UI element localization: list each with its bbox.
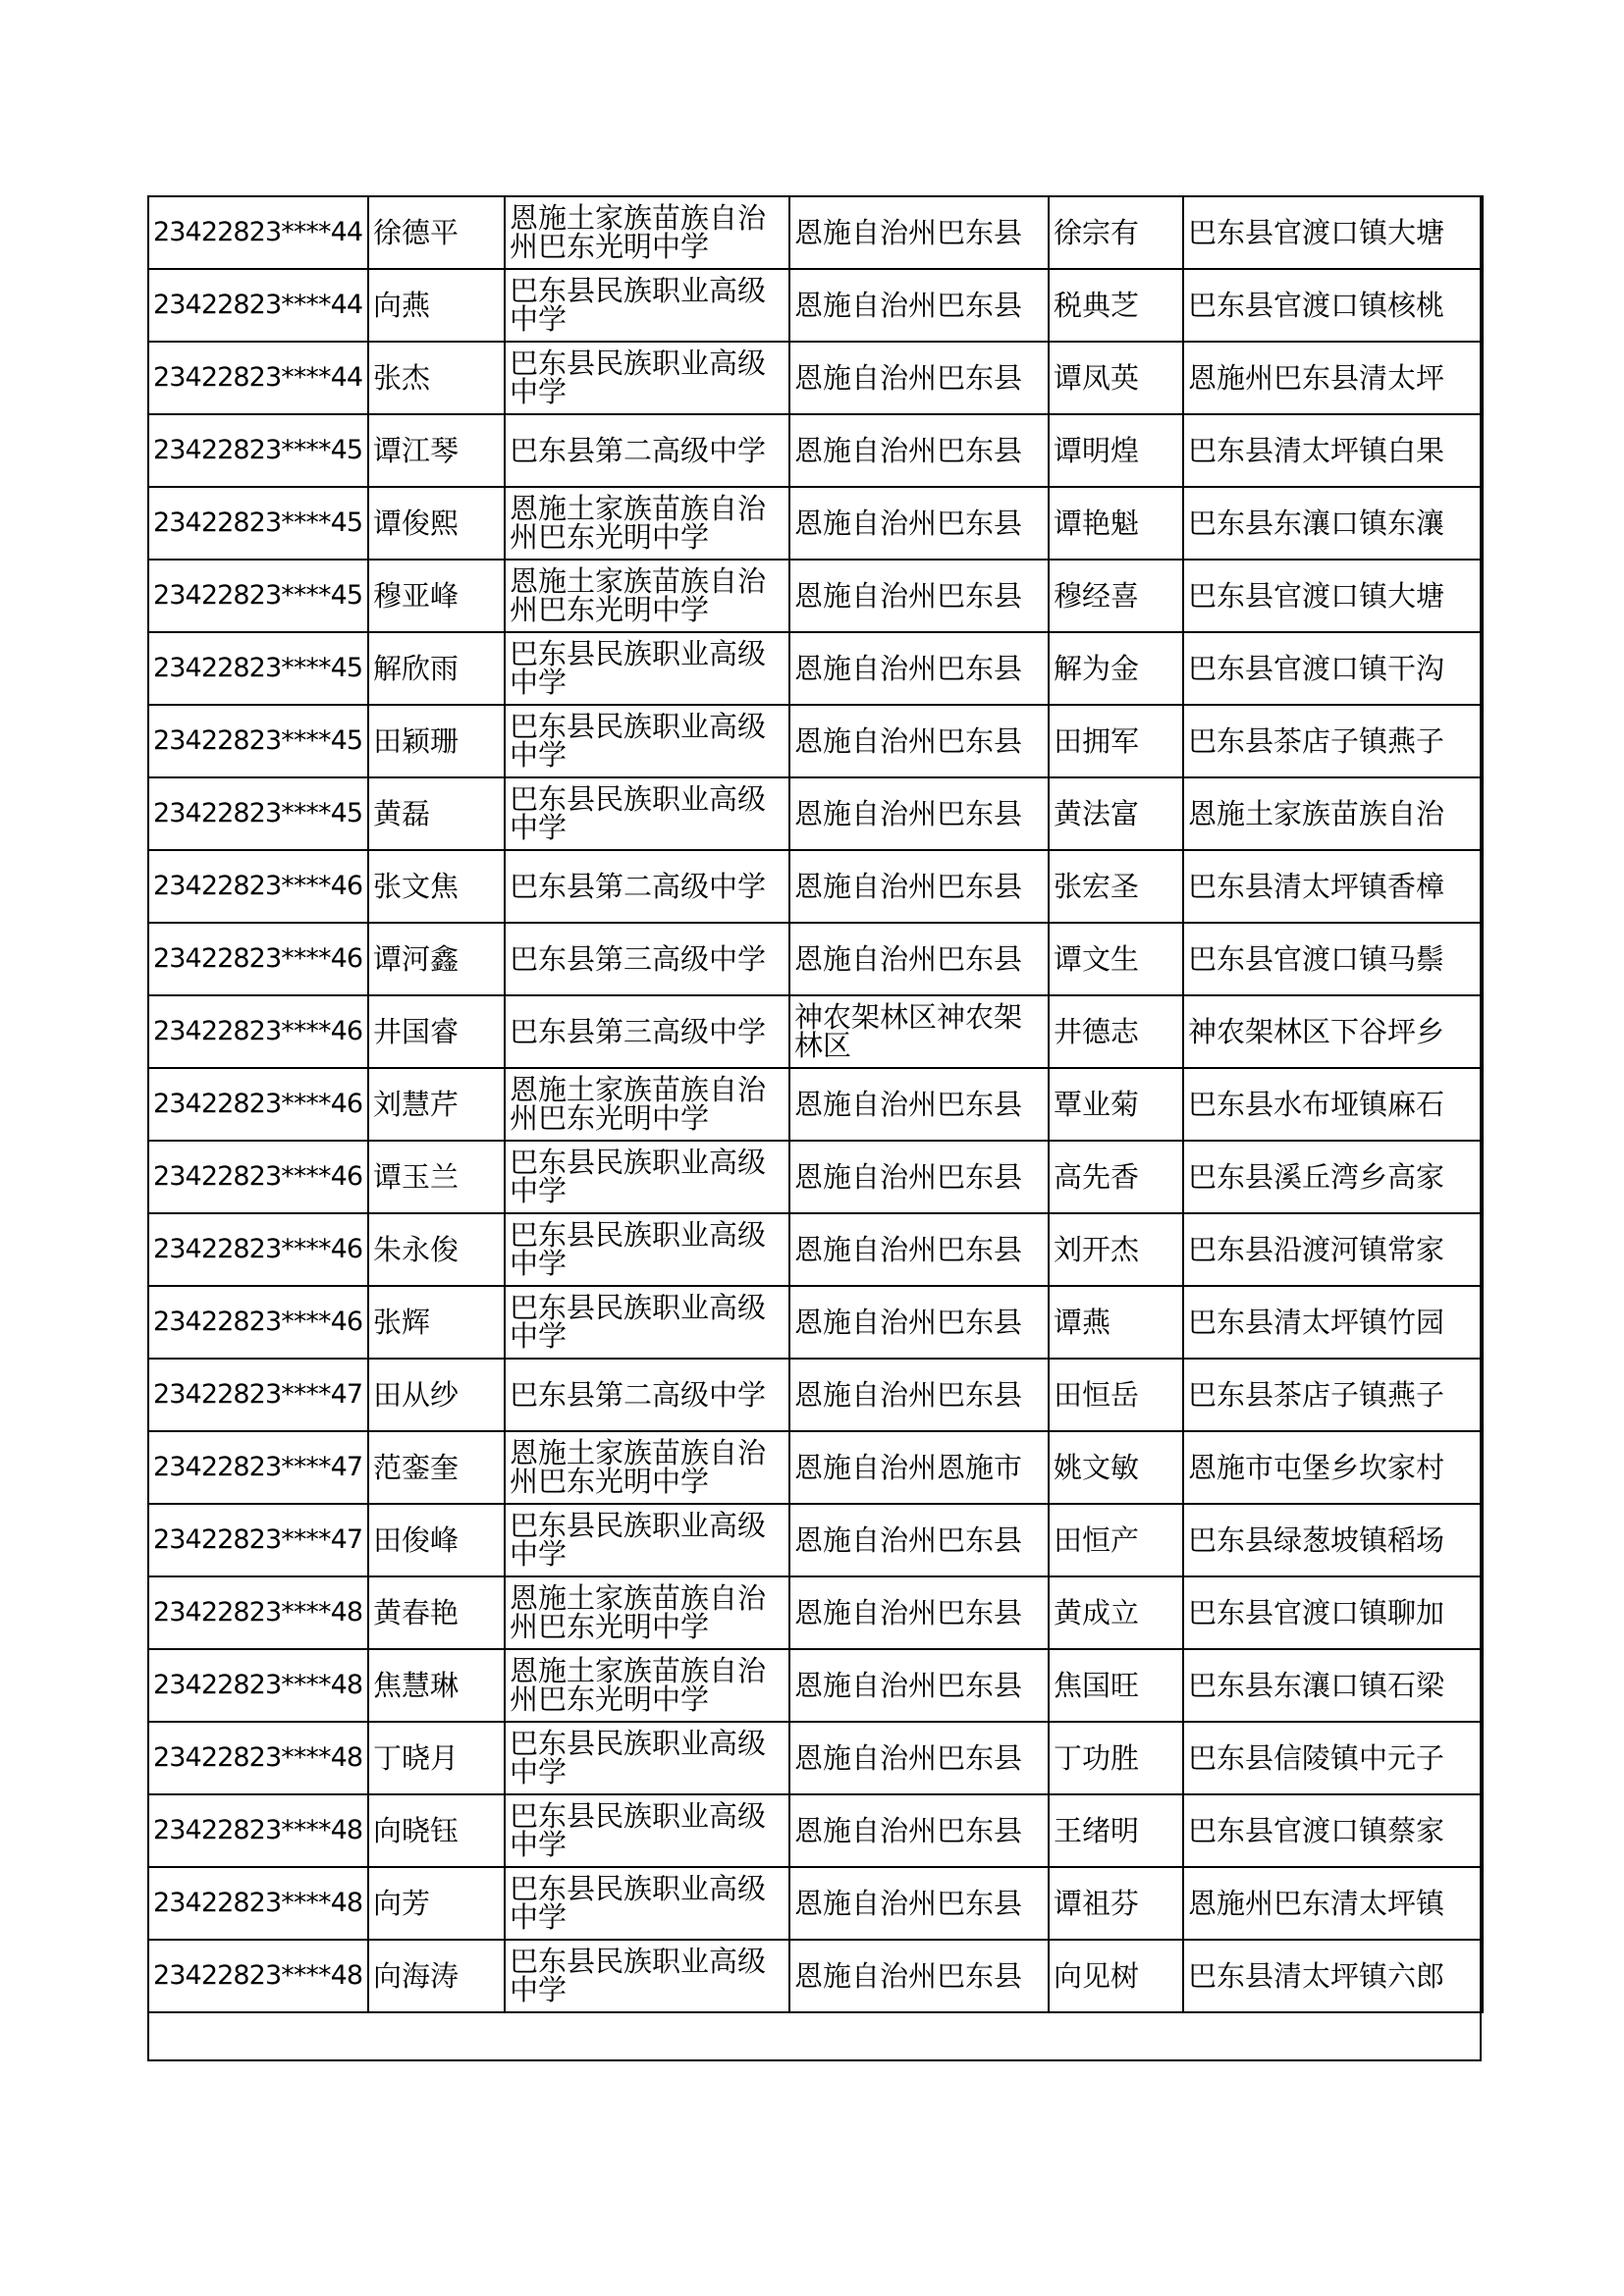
region-cell: 恩施自治州巴东县 (789, 487, 1049, 560)
guardian-name-cell: 谭艳魁 (1049, 487, 1183, 560)
student-name-cell: 谭河鑫 (368, 923, 505, 995)
student-name-cell: 向海涛 (368, 1940, 505, 2012)
id-number-cell: 23422823****48 (148, 1867, 368, 1940)
address-cell: 巴东县茶店子镇燕子 (1183, 1359, 1483, 1431)
address-cell: 恩施州巴东县清太坪 (1183, 342, 1483, 414)
table-row (148, 1722, 1483, 1794)
student-name-cell: 焦慧琳 (368, 1649, 505, 1722)
region-cell: 恩施自治州巴东县 (789, 1649, 1049, 1722)
school-cell: 巴东县民族职业高级中学 (505, 1867, 789, 1940)
student-name-cell: 谭玉兰 (368, 1141, 505, 1213)
address-cell: 巴东县官渡口镇聊加 (1183, 1576, 1483, 1649)
school-cell: 巴东县民族职业高级中学 (505, 705, 789, 777)
region-cell: 恩施自治州巴东县 (789, 923, 1049, 995)
guardian-name-cell: 税典芝 (1049, 269, 1183, 342)
table-row (148, 850, 1483, 923)
table-row (148, 269, 1483, 342)
address-cell: 巴东县水布垭镇麻石 (1183, 1068, 1483, 1141)
guardian-name-cell: 田恒岳 (1049, 1359, 1183, 1431)
id-number-cell: 23422823****47 (148, 1359, 368, 1431)
guardian-name-cell: 井德志 (1049, 995, 1183, 1068)
region-cell: 恩施自治州巴东县 (789, 1286, 1049, 1359)
region-cell: 恩施自治州巴东县 (789, 1576, 1049, 1649)
guardian-name-cell: 徐宗有 (1049, 196, 1183, 269)
student-name-cell: 范銮奎 (368, 1431, 505, 1504)
id-number-cell: 23422823****48 (148, 1649, 368, 1722)
table-row (148, 1141, 1483, 1213)
school-cell: 巴东县民族职业高级中学 (505, 269, 789, 342)
table-row (148, 1213, 1483, 1286)
student-name-cell: 刘慧芹 (368, 1068, 505, 1141)
region-cell: 恩施自治州巴东县 (789, 1794, 1049, 1867)
id-number-cell: 23422823****46 (148, 923, 368, 995)
student-name-cell: 张辉 (368, 1286, 505, 1359)
guardian-name-cell: 解为金 (1049, 632, 1183, 705)
student-name-cell: 谭江琴 (368, 414, 505, 487)
address-cell: 巴东县绿葱坡镇稻场 (1183, 1504, 1483, 1576)
guardian-name-cell: 穆经喜 (1049, 560, 1183, 632)
region-cell: 恩施自治州巴东县 (789, 1722, 1049, 1794)
student-name-cell: 向芳 (368, 1867, 505, 1940)
address-cell: 恩施市屯堡乡坎家村 (1183, 1431, 1483, 1504)
table-row (148, 1504, 1483, 1576)
school-cell: 巴东县民族职业高级中学 (505, 1722, 789, 1794)
guardian-name-cell: 谭祖芬 (1049, 1867, 1183, 1940)
guardian-name-cell: 谭文生 (1049, 923, 1183, 995)
table-row (148, 1794, 1483, 1867)
student-name-cell: 张杰 (368, 342, 505, 414)
guardian-name-cell: 焦国旺 (1049, 1649, 1183, 1722)
region-cell: 恩施自治州巴东县 (789, 196, 1049, 269)
school-cell: 巴东县民族职业高级中学 (505, 1940, 789, 2012)
guardian-name-cell: 田恒产 (1049, 1504, 1183, 1576)
table-row (148, 705, 1483, 777)
student-name-cell: 田颖珊 (368, 705, 505, 777)
id-number-cell: 23422823****46 (148, 1286, 368, 1359)
school-cell: 巴东县民族职业高级中学 (505, 342, 789, 414)
student-name-cell: 井国睿 (368, 995, 505, 1068)
address-cell: 巴东县官渡口镇核桃 (1183, 269, 1483, 342)
guardian-name-cell: 黄法富 (1049, 777, 1183, 850)
region-cell: 恩施自治州巴东县 (789, 1141, 1049, 1213)
region-cell: 恩施自治州巴东县 (789, 1213, 1049, 1286)
guardian-name-cell: 丁功胜 (1049, 1722, 1183, 1794)
id-number-cell: 23422823****45 (148, 487, 368, 560)
table-row (148, 1940, 1483, 2012)
school-cell: 巴东县民族职业高级中学 (505, 1286, 789, 1359)
id-number-cell: 23422823****47 (148, 1431, 368, 1504)
school-cell: 巴东县民族职业高级中学 (505, 1213, 789, 1286)
region-cell: 恩施自治州巴东县 (789, 632, 1049, 705)
id-number-cell: 23422823****46 (148, 850, 368, 923)
id-number-cell: 23422823****45 (148, 705, 368, 777)
school-cell: 巴东县民族职业高级中学 (505, 632, 789, 705)
address-cell: 恩施州巴东清太坪镇 (1183, 1867, 1483, 1940)
table-row (148, 342, 1483, 414)
region-cell: 恩施自治州巴东县 (789, 1867, 1049, 1940)
school-cell: 巴东县第三高级中学 (505, 923, 789, 995)
region-cell: 恩施自治州巴东县 (789, 1068, 1049, 1141)
id-number-cell: 23422823****45 (148, 560, 368, 632)
region-cell: 恩施自治州巴东县 (789, 414, 1049, 487)
school-cell: 恩施土家族苗族自治州巴东光明中学 (505, 1649, 789, 1722)
address-cell: 巴东县茶店子镇燕子 (1183, 705, 1483, 777)
region-cell: 神农架林区神农架林区 (789, 995, 1049, 1068)
table-row (148, 1576, 1483, 1649)
school-cell: 巴东县民族职业高级中学 (505, 1141, 789, 1213)
guardian-name-cell: 高先香 (1049, 1141, 1183, 1213)
school-cell: 巴东县第二高级中学 (505, 850, 789, 923)
table-row (148, 1649, 1483, 1722)
table-row (148, 1359, 1483, 1431)
id-number-cell: 23422823****46 (148, 1213, 368, 1286)
student-name-cell: 解欣雨 (368, 632, 505, 705)
student-name-cell: 田从纱 (368, 1359, 505, 1431)
school-cell: 巴东县第三高级中学 (505, 995, 789, 1068)
school-cell: 巴东县民族职业高级中学 (505, 1794, 789, 1867)
school-cell: 巴东县第二高级中学 (505, 414, 789, 487)
student-name-cell: 丁晓月 (368, 1722, 505, 1794)
id-number-cell: 23422823****44 (148, 196, 368, 269)
address-cell: 巴东县官渡口镇干沟 (1183, 632, 1483, 705)
table-row (148, 923, 1483, 995)
table-row (148, 1068, 1483, 1141)
student-name-cell: 朱永俊 (368, 1213, 505, 1286)
region-cell: 恩施自治州巴东县 (789, 777, 1049, 850)
guardian-name-cell: 覃业菊 (1049, 1068, 1183, 1141)
student-name-cell: 谭俊熙 (368, 487, 505, 560)
table-row (148, 1867, 1483, 1940)
region-cell: 恩施自治州巴东县 (789, 850, 1049, 923)
guardian-name-cell: 向见树 (1049, 1940, 1183, 2012)
address-cell: 巴东县清太坪镇香樟 (1183, 850, 1483, 923)
student-name-cell: 穆亚峰 (368, 560, 505, 632)
guardian-name-cell: 黄成立 (1049, 1576, 1183, 1649)
region-cell: 恩施自治州巴东县 (789, 1504, 1049, 1576)
id-number-cell: 23422823****44 (148, 269, 368, 342)
region-cell: 恩施自治州巴东县 (789, 1940, 1049, 2012)
address-cell: 巴东县溪丘湾乡高家 (1183, 1141, 1483, 1213)
school-cell: 恩施土家族苗族自治州巴东光明中学 (505, 560, 789, 632)
school-cell: 恩施土家族苗族自治州巴东光明中学 (505, 1576, 789, 1649)
table-row (148, 632, 1483, 705)
table-row (148, 196, 1483, 269)
address-cell: 巴东县官渡口镇大塘 (1183, 560, 1483, 632)
id-number-cell: 23422823****46 (148, 995, 368, 1068)
table-row (148, 1286, 1483, 1359)
address-cell: 巴东县沿渡河镇常家 (1183, 1213, 1483, 1286)
region-cell: 恩施自治州巴东县 (789, 269, 1049, 342)
guardian-name-cell: 谭明煌 (1049, 414, 1183, 487)
address-cell: 神农架林区下谷坪乡 (1183, 995, 1483, 1068)
address-cell: 巴东县官渡口镇蔡家 (1183, 1794, 1483, 1867)
id-number-cell: 23422823****46 (148, 1068, 368, 1141)
address-cell: 恩施土家族苗族自治 (1183, 777, 1483, 850)
guardian-name-cell: 刘开杰 (1049, 1213, 1183, 1286)
student-name-cell: 黄春艳 (368, 1576, 505, 1649)
roster-body (148, 196, 1483, 2012)
id-number-cell: 23422823****48 (148, 1576, 368, 1649)
region-cell: 恩施自治州巴东县 (789, 342, 1049, 414)
guardian-name-cell: 谭燕 (1049, 1286, 1183, 1359)
guardian-name-cell: 田拥军 (1049, 705, 1183, 777)
id-number-cell: 23422823****48 (148, 1794, 368, 1867)
address-cell: 巴东县官渡口镇大塘 (1183, 196, 1483, 269)
student-name-cell: 向燕 (368, 269, 505, 342)
address-cell: 巴东县信陵镇中元子 (1183, 1722, 1483, 1794)
id-number-cell: 23422823****47 (148, 1504, 368, 1576)
roster-table (147, 195, 1484, 2013)
table-row (148, 414, 1483, 487)
school-cell: 恩施土家族苗族自治州巴东光明中学 (505, 1431, 789, 1504)
id-number-cell: 23422823****46 (148, 1141, 368, 1213)
student-name-cell: 徐德平 (368, 196, 505, 269)
student-name-cell: 黄磊 (368, 777, 505, 850)
student-name-cell: 向晓钰 (368, 1794, 505, 1867)
region-cell: 恩施自治州巴东县 (789, 705, 1049, 777)
table-row (148, 487, 1483, 560)
guardian-name-cell: 谭凤英 (1049, 342, 1183, 414)
school-cell: 巴东县民族职业高级中学 (505, 1504, 789, 1576)
address-cell: 巴东县清太坪镇竹园 (1183, 1286, 1483, 1359)
id-number-cell: 23422823****44 (148, 342, 368, 414)
guardian-name-cell: 张宏圣 (1049, 850, 1183, 923)
table-row (148, 777, 1483, 850)
region-cell: 恩施自治州巴东县 (789, 560, 1049, 632)
school-cell: 恩施土家族苗族自治州巴东光明中学 (505, 487, 789, 560)
id-number-cell: 23422823****45 (148, 777, 368, 850)
student-name-cell: 张文焦 (368, 850, 505, 923)
table-row (148, 995, 1483, 1068)
address-cell: 巴东县官渡口镇马鬃 (1183, 923, 1483, 995)
address-cell: 巴东县清太坪镇白果 (1183, 414, 1483, 487)
id-number-cell: 23422823****45 (148, 414, 368, 487)
guardian-name-cell: 姚文敏 (1049, 1431, 1183, 1504)
region-cell: 恩施自治州恩施市 (789, 1431, 1049, 1504)
region-cell: 恩施自治州巴东县 (789, 1359, 1049, 1431)
table-row (148, 1431, 1483, 1504)
school-cell: 巴东县民族职业高级中学 (505, 777, 789, 850)
school-cell: 巴东县第二高级中学 (505, 1359, 789, 1431)
id-number-cell: 23422823****48 (148, 1722, 368, 1794)
school-cell: 恩施土家族苗族自治州巴东光明中学 (505, 1068, 789, 1141)
id-number-cell: 23422823****45 (148, 632, 368, 705)
table-row (148, 560, 1483, 632)
address-cell: 巴东县东瀼口镇石梁 (1183, 1649, 1483, 1722)
address-cell: 巴东县清太坪镇六郎 (1183, 1940, 1483, 2012)
guardian-name-cell: 王绪明 (1049, 1794, 1183, 1867)
school-cell: 恩施土家族苗族自治州巴东光明中学 (505, 196, 789, 269)
address-cell: 巴东县东瀼口镇东瀼 (1183, 487, 1483, 560)
id-number-cell: 23422823****48 (148, 1940, 368, 2012)
student-name-cell: 田俊峰 (368, 1504, 505, 1576)
